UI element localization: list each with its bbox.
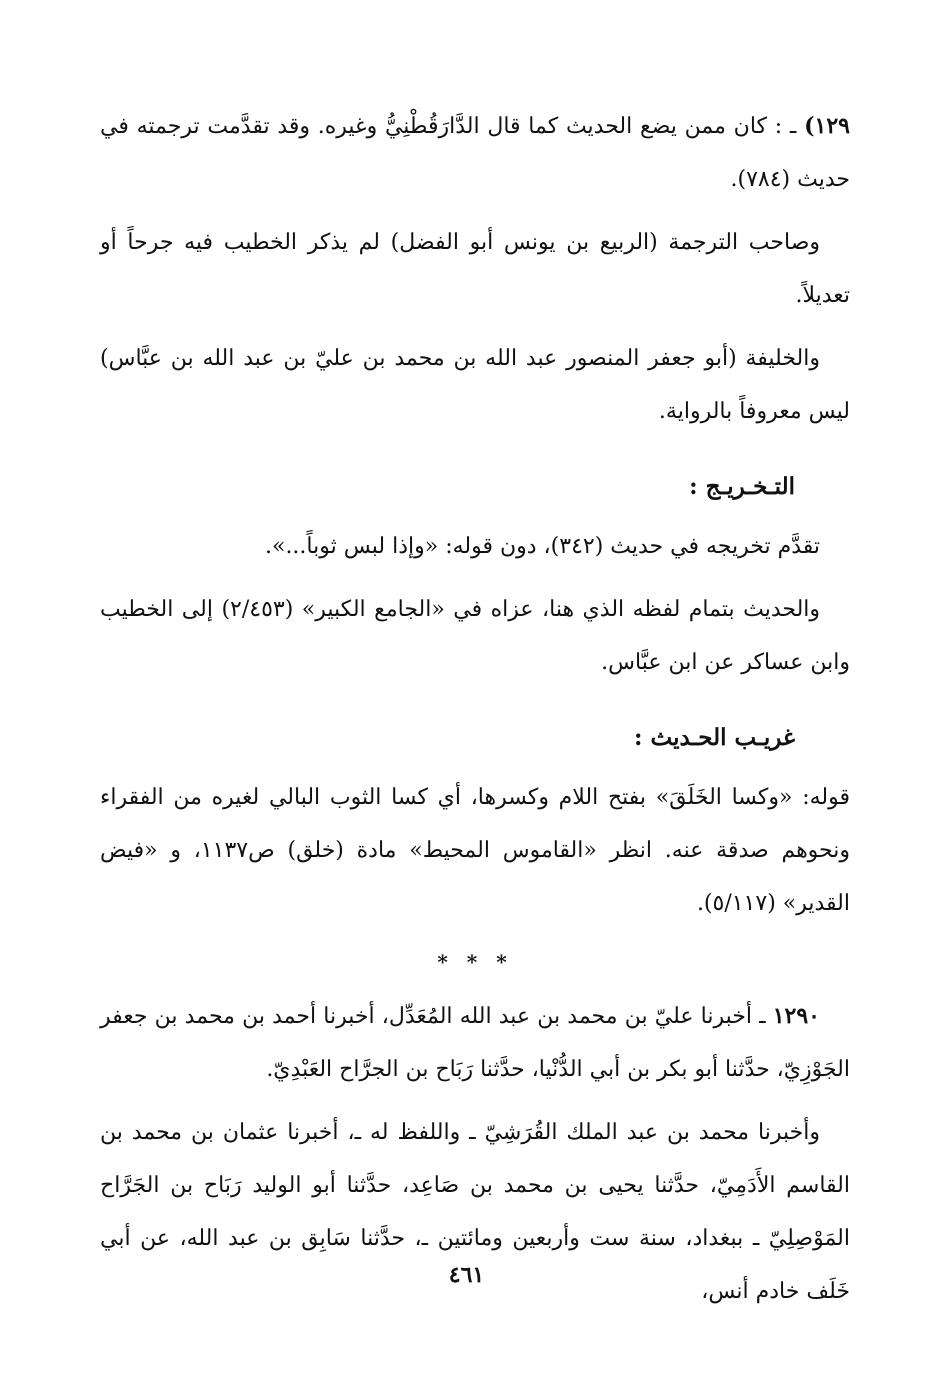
footnote-number: ١٢٩) (804, 113, 850, 139)
footnote-paragraph (100, 100, 850, 206)
narrator-note-paragraph: وصاحب الترجمة (الربيع بن يونس أبو الفضل) لم يذكر الخطيب فيه جرحاً أو تعديلاً. (100, 230, 850, 308)
page-number: ٤٦١ (448, 1262, 485, 1288)
hadith-isnad-paragraph: وأخبرنا محمد بن عبد الملك القُرَشِيّ ـ واللفظ له ـ، أخبرنا عثمان بن محمد بن القاسم الأَدَمِيّ، حدَّثنا يحيى بن محمد بن صَاعِد، حدَّثنا أبو الوليد رَبَاح بن الجَرَّاح المَوْصِلِيّ ـ ببغداد، سنة ست وأربعين ومائتين ـ، حدَّثنا سَابِق بن عبد الله، عن أبي خَلَف خادم أنس، (100, 1120, 850, 1304)
caliph-note-paragraph: والخليفة (أبو جعفر المنصور عبد الله بن محمد بن عليّ بن عبد الله بن عبَّاس) ليس معروفاً بالرواية. (100, 346, 850, 424)
takhrij-heading: التـخـريـج : (689, 473, 795, 500)
footnote-text: ـ : كان ممن يضع الحديث كما قال الدَّارَقُطْنِيُّ وغيره. وقد تقدَّمت ترجمته في حديث (٧٨٤). (100, 114, 850, 192)
takhrij-paragraph: والحديث بتمام لفظه الذي هنا، عزاه في «الجامع الكبير» (٢/٤٥٣) إلى الخطيب وابن عساكر عن ابن عبَّاس. (100, 597, 850, 675)
section-separator: * * * (437, 950, 513, 974)
takhrij-paragraph: تقدَّم تخريجه في حديث (٣٤٢)، دون قوله: «وإذا لبس ثوباً...». (264, 534, 820, 559)
hadith-isnad-text: ـ أخبرنا عليّ بن محمد بن عبد الله المُعَدِّل، أخبرنا أحمد بن محمد بن جعفر الجَوْزِيّ، حدَّثنا أبو بكر بن أبي الدُّنْيا، حدَّثنا رَبَاح بن الجرَّاح العَبْدِيّ. (100, 1004, 850, 1082)
hadith-isnad-paragraph (100, 990, 850, 1096)
document-page (100, 100, 850, 1328)
hadith-number: ١٢٩٠ (772, 1003, 820, 1029)
gharib-heading: غريـب الحـديث : (634, 724, 795, 751)
gharib-paragraph: قوله: «وكسا الخَلَقَ» بفتح اللام وكسرها، أي كسا الثوب البالي لغيره من الفقراء ونحوهم صدقة عنه. انظر «القاموس المحيط» مادة (خلق) ص١١٣٧، و «فيض القدير» (٥/١١٧). (100, 785, 850, 916)
